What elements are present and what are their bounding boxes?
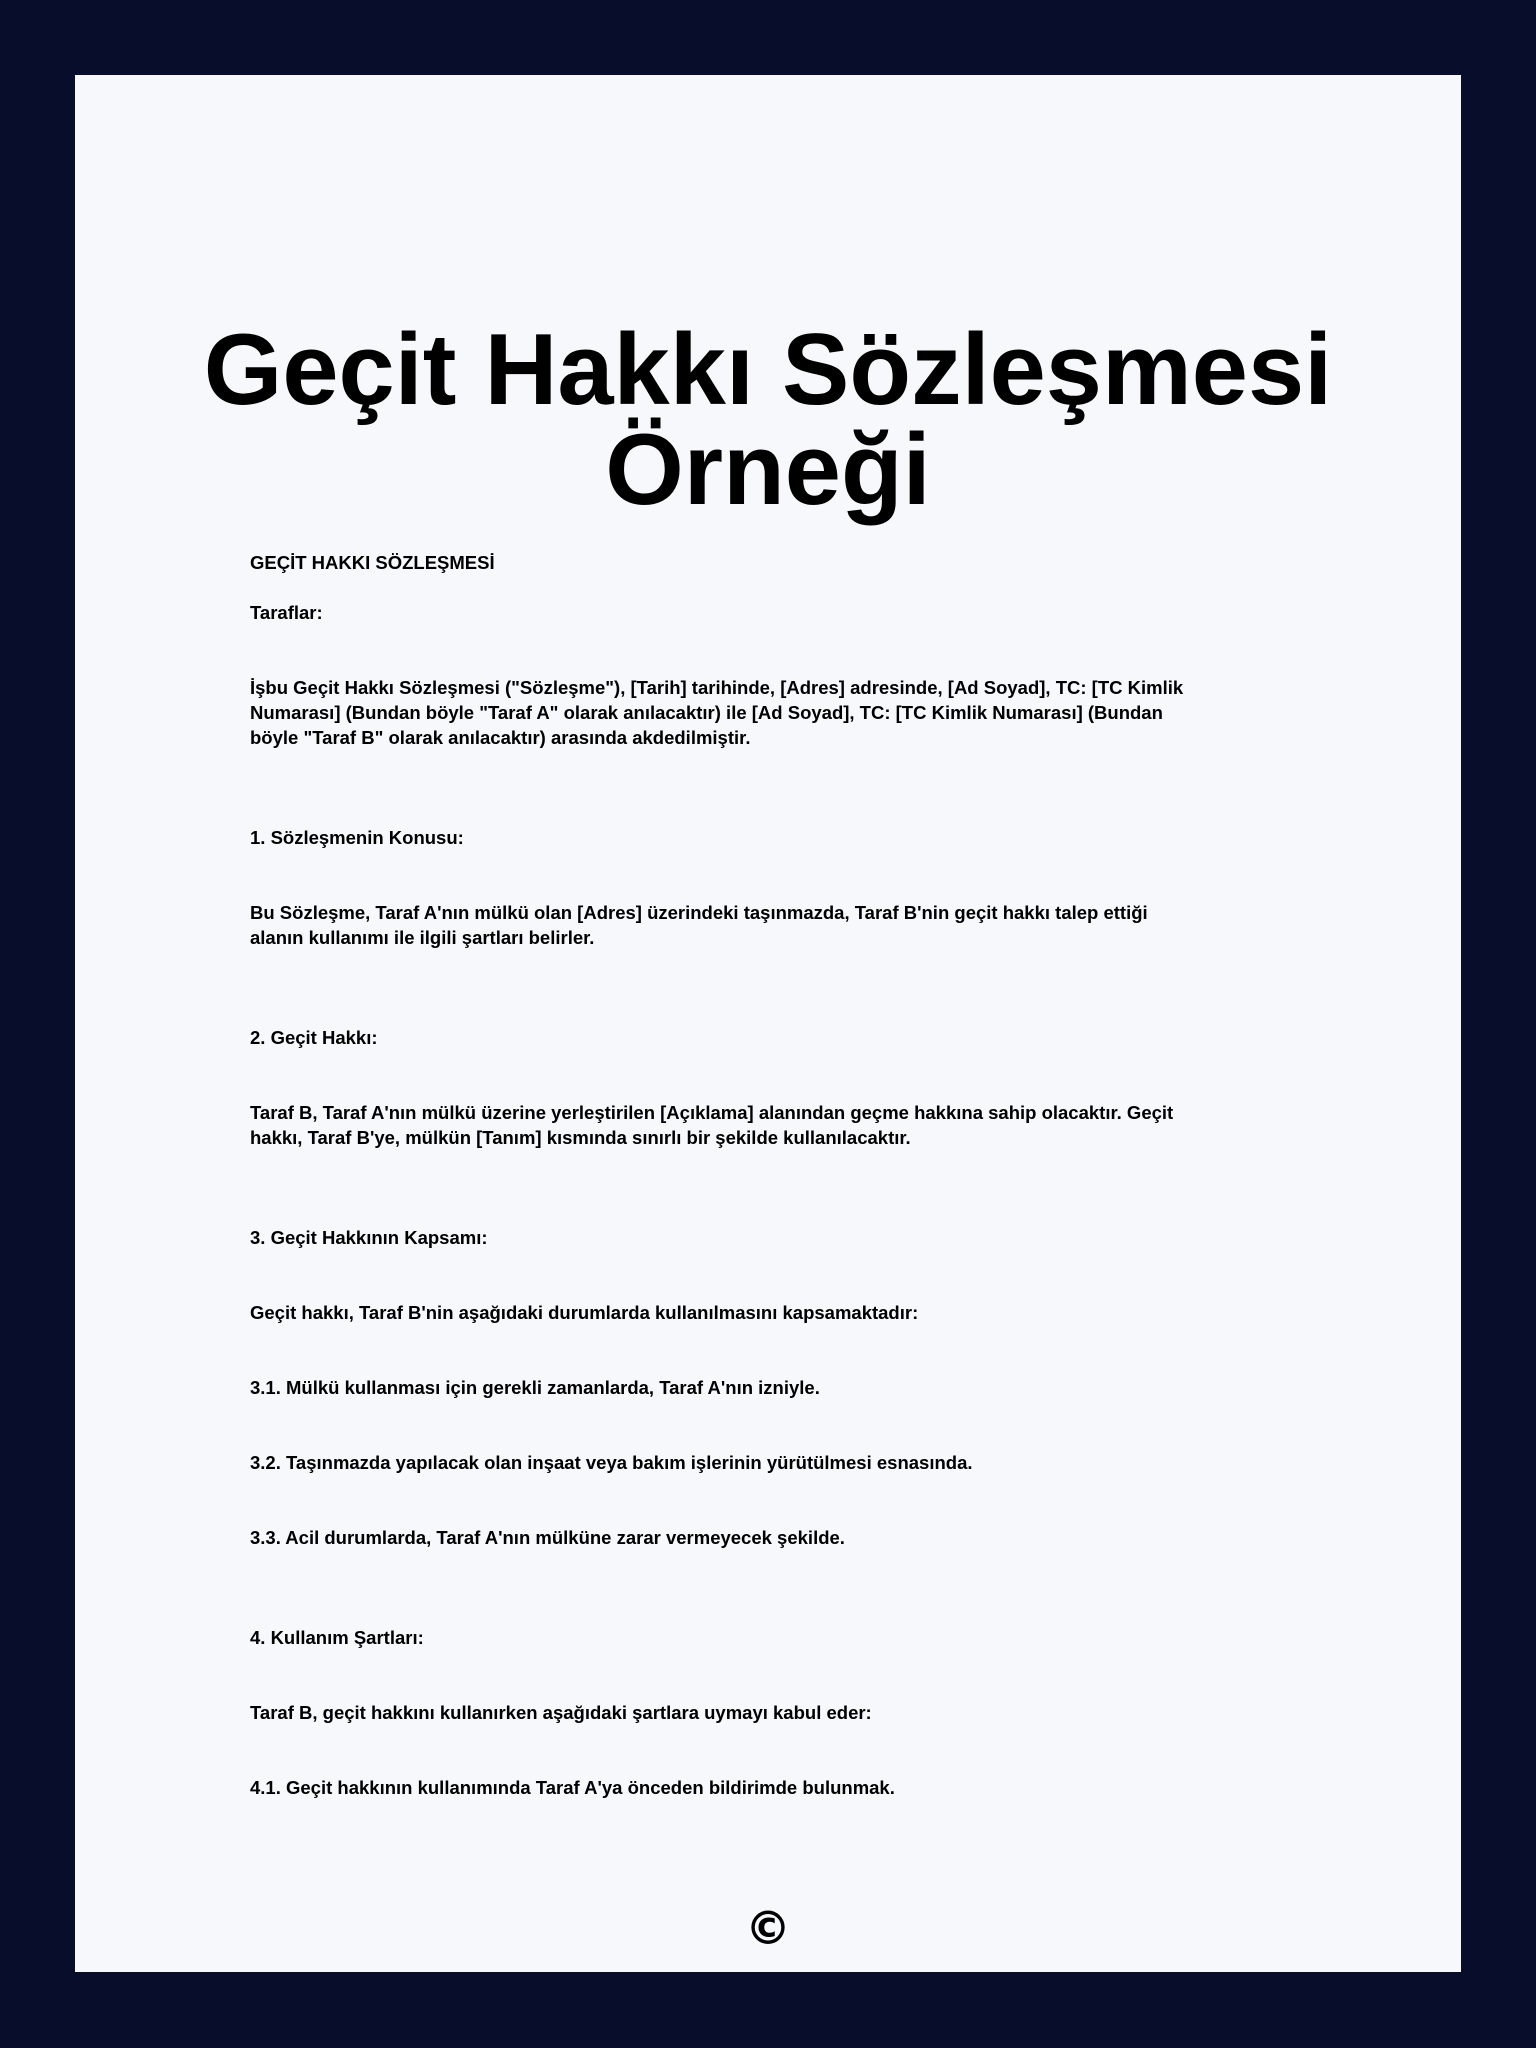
- contract-heading: GEÇİT HAKKI SÖZLEŞMESİ: [250, 552, 495, 573]
- section-text-line: Taraf B, geçit hakkını kullanırken aşağıdaki şartlara uymayı kabul eder:: [250, 1702, 872, 1723]
- section-heading: 4. Kullanım Şartları:: [250, 1627, 424, 1648]
- parties-text-line: böyle "Taraf B" olarak anılacaktır) arasında akdedilmiştir.: [250, 727, 751, 748]
- list-item: 4.1. Geçit hakkının kullanımında Taraf A'ya önceden bildirimde bulunmak.: [250, 1777, 895, 1798]
- section-text-line: hakkı, Taraf B'ye, mülkün [Tanım] kısmında sınırlı bir şekilde kullanılacaktır.: [250, 1127, 911, 1148]
- document-title: [75, 314, 1461, 526]
- document-title-line-2: Örneği: [605, 414, 931, 526]
- parties-heading: Taraflar:: [250, 602, 323, 623]
- document-page: [75, 75, 1461, 1972]
- section-text-line: Geçit hakkı, Taraf B'nin aşağıdaki durumlarda kullanılmasını kapsamaktadır:: [250, 1302, 919, 1323]
- list-item: 3.3. Acil durumlarda, Taraf A'nın mülküne zarar vermeyecek şekilde.: [250, 1527, 845, 1548]
- copyright-symbol: ©: [745, 1901, 791, 1955]
- section-heading: 2. Geçit Hakkı:: [250, 1027, 378, 1048]
- parties-text-line: İşbu Geçit Hakkı Sözleşmesi ("Sözleşme"), [Tarih] tarihinde, [Adres] adresinde, [Ad Soyad], TC: [TC Kimlik: [250, 677, 1184, 698]
- parties-text-line: Numarası] (Bundan böyle "Taraf A" olarak anılacaktır) ile [Ad Soyad], TC: [TC Kimlik Numarası] (Bundan: [250, 702, 1163, 723]
- section-text-line: alanın kullanımı ile ilgili şartları belirler.: [250, 927, 595, 948]
- section-text-line: Bu Sözleşme, Taraf A'nın mülkü olan [Adres] üzerindeki taşınmazda, Taraf B'nin geçit hakkı talep ettiği: [250, 902, 1148, 923]
- section-heading: 3. Geçit Hakkının Kapsamı:: [250, 1227, 488, 1248]
- list-item: 3.1. Mülkü kullanması için gerekli zamanlarda, Taraf A'nın izniyle.: [250, 1377, 820, 1398]
- list-item: 3.2. Taşınmazda yapılacak olan inşaat veya bakım işlerinin yürütülmesi esnasında.: [250, 1452, 973, 1473]
- section-text-line: Taraf B, Taraf A'nın mülkü üzerine yerleştirilen [Açıklama] alanından geçme hakkına sahip olacaktır. Geçit: [250, 1102, 1174, 1123]
- section-heading: 1. Sözleşmenin Konusu:: [250, 827, 464, 848]
- document-title-line-1: Geçit Hakkı Sözleşmesi: [203, 314, 1333, 426]
